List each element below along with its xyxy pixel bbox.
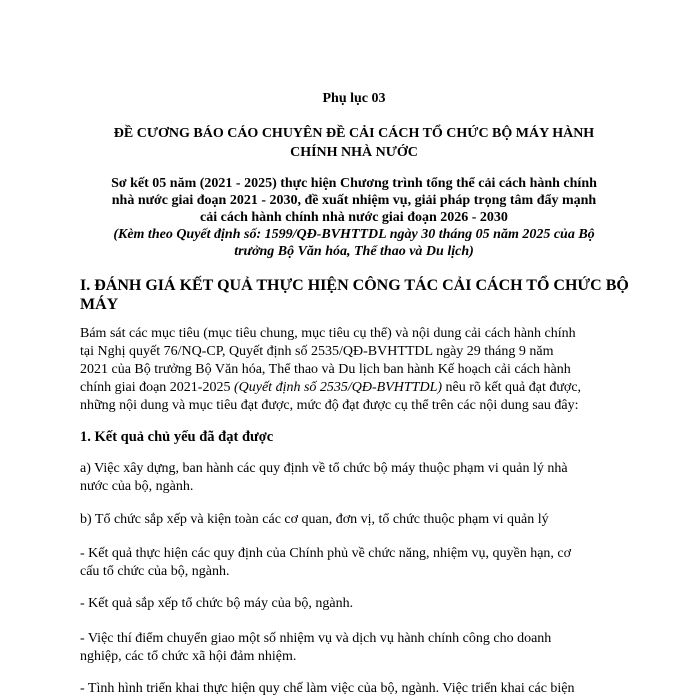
intro-paragraph: [80, 325, 628, 415]
dash-item: [80, 630, 628, 666]
attachment-line: trưởng Bộ Văn hóa, Thể thao và Du lịch): [234, 244, 474, 259]
intro-line: [80, 379, 628, 397]
item-a-line: nước của bộ, ngành.: [80, 479, 194, 494]
intro-text: chính giai đoạn 2021-2025: [80, 380, 234, 395]
appendix-label: Phụ lục 03: [322, 91, 386, 106]
dash-item-line: - Kết quả sắp xếp tổ chức bộ máy của bộ, ngành.: [80, 596, 354, 611]
item-a: [80, 460, 628, 496]
intro-text: nêu rõ kết quả đạt được,: [442, 380, 582, 395]
dash-item-line: cấu tổ chức của bộ, ngành.: [80, 564, 230, 579]
subsection-heading: 1. Kết quả chủ yếu đã đạt được: [80, 429, 274, 445]
section-heading-line: MÁY: [80, 296, 119, 313]
document-title: [80, 124, 628, 162]
section-heading: [80, 276, 628, 314]
attachment-note: [80, 226, 628, 260]
intro-line: 2021 của Bộ trưởng Bộ Văn hóa, Thể thao và Du lịch ban hành Kế hoạch cải cách hành: [80, 362, 571, 377]
item-b: [80, 511, 628, 529]
dash-item-line: - Việc thí điểm chuyển giao một số nhiệm vụ và dịch vụ hành chính công cho doanh: [80, 631, 552, 646]
item-b-line: b) Tổ chức sắp xếp và kiện toàn các cơ quan, đơn vị, tổ chức thuộc phạm vi quản lý: [80, 512, 549, 527]
dash-item-line: nghiệp, các tổ chức xã hội đảm nhiệm.: [80, 649, 297, 664]
dash-item-line: - Tình hình triển khai thực hiện quy chế làm việc của bộ, ngành. Việc triển khai các biện: [80, 681, 575, 696]
document-title-line: CHÍNH NHÀ NƯỚC: [290, 145, 418, 160]
attachment-line: (Kèm theo Quyết định số: 1599/QĐ-BVHTTDL ngày 30 tháng 05 năm 2025 của Bộ: [113, 227, 595, 242]
intro-line: tại Nghị quyết 76/NQ-CP, Quyết định số 2535/QĐ-BVHTTDL ngày 29 tháng 9 năm: [80, 344, 554, 359]
item-a-line: a) Việc xây dựng, ban hành các quy định về tổ chức bộ máy thuộc phạm vi quản lý nhà: [80, 461, 568, 476]
section-heading-line: I. ĐÁNH GIÁ KẾT QUẢ THỰC HIỆN CÔNG TÁC CẢI CÁCH TỔ CHỨC BỘ: [80, 277, 629, 294]
decision-reference: (Quyết định số 2535/QĐ-BVHTTDL): [233, 380, 443, 395]
dash-item: [80, 595, 628, 613]
document-subtitle: [80, 175, 628, 226]
subtitle-line: nhà nước giai đoạn 2021 - 2030, đề xuất nhiệm vụ, giải pháp trọng tâm đẩy mạnh: [111, 193, 597, 208]
dash-item: [80, 545, 628, 581]
subtitle-line: cải cách hành chính nhà nước giai đoạn 2026 - 2030: [200, 210, 508, 225]
intro-line: Bám sát các mục tiêu (mục tiêu chung, mục tiêu cụ thể) và nội dung cải cách hành chính: [80, 326, 576, 341]
document-page: [80, 0, 628, 700]
subtitle-line: Sơ kết 05 năm (2021 - 2025) thực hiện Chương trình tổng thể cải cách hành chính: [111, 176, 597, 191]
dash-item: [80, 680, 628, 698]
intro-line: những nội dung và mục tiêu đạt được, mức độ đạt được cụ thể trên các nội dung sau đây:: [80, 398, 579, 413]
dash-item-line: - Kết quả thực hiện các quy định của Chính phủ về chức năng, nhiệm vụ, quyền hạn, cơ: [80, 546, 572, 561]
document-title-line: ĐỀ CƯƠNG BÁO CÁO CHUYÊN ĐỀ CẢI CÁCH TỔ CHỨC BỘ MÁY HÀNH: [113, 126, 595, 141]
